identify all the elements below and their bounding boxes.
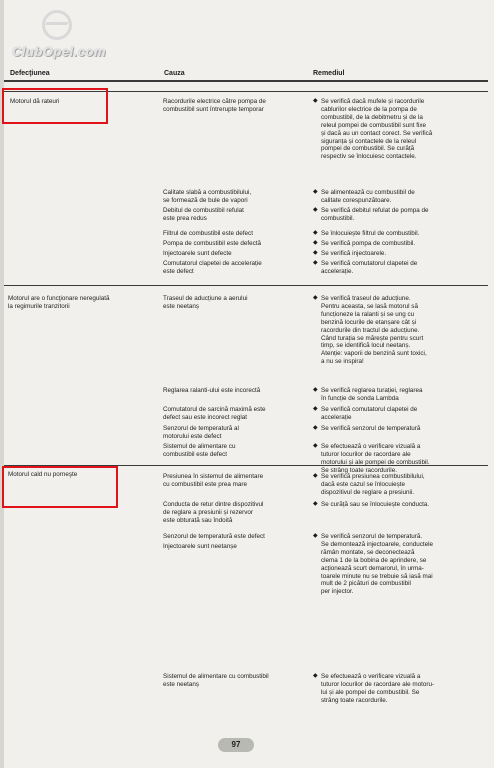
- header-remedy: Remediul: [313, 70, 345, 77]
- remedy-pump: [313, 240, 416, 248]
- remedy-text: Se alimentează cu combustibil de calitate corespunzătoare.: [321, 189, 415, 204]
- cause-fuel-filter: Filtrul de combustibil este defect: [163, 230, 253, 237]
- remedy-leak-visual: [313, 673, 435, 705]
- remedy-text: Se verifică injectoarele.: [321, 250, 387, 257]
- watermark-brand-text: ClubOpel.com: [12, 44, 107, 59]
- bullet-icon: ◆: [313, 189, 318, 195]
- bullet-icon: ◆: [313, 406, 318, 412]
- bullet-icon: ◆: [313, 473, 318, 479]
- cause-low-flow: Debitul de combustibil refulat este prea redus: [163, 207, 244, 222]
- bullet-icon: ◆: [313, 425, 318, 431]
- remedy-pressure: [313, 473, 425, 497]
- cause-return-line: Conducta de retur dintre dispozitivul de reglare a presiunii și rezervor este obturată sau îndoită: [163, 501, 264, 524]
- cause-temp-sensor: Senzorul de temperatură este defect: [163, 533, 265, 540]
- cause-air-intake: Traseul de aducțiune a aerului este neetanș: [163, 295, 248, 310]
- remedy-temp-sensor: [313, 425, 421, 433]
- page-number-badge: 97: [218, 738, 254, 752]
- cause-fuel-system: Sistemul de alimentare cu combustibil este defect: [163, 443, 236, 458]
- remedy-text: Se verifică dacă mufele și racordurile cablurilor electrice de la pompa de combustibil, de la debitmetru și de la releul pompei de combustibil sunt fixe și dacă au un contact corect. Se verifică siguranța și contactele de la releul pompei de combustibil. Se curăță respectiv se înlocuiesc contactele.: [321, 98, 433, 161]
- highlight-box-misfire: [2, 88, 108, 124]
- header-defect: Defecţiunea: [10, 70, 50, 77]
- bullet-icon: ◆: [313, 533, 318, 539]
- bullet-icon: ◆: [313, 443, 318, 449]
- row-rule-2: [4, 285, 488, 286]
- remedy-full-load: [313, 406, 418, 422]
- bullet-icon: ◆: [313, 250, 318, 256]
- remedy-text: Se verifică pompa de combustibil.: [321, 240, 416, 247]
- remedy-text: Se verifică traseul de aducțiune. Pentru aceasta, se lasă motorul să funcționeze la ralanti și se ung cu benzină locurile de etanșare cât și racordurile din tractul de aducțiune. Când turația se mărește pentru scurt timp, se identifică locul neetanș. Atenție: vaporii de benzină sunt toxici, a nu se inspira!: [321, 295, 427, 366]
- cause-fuel-pump: Pompa de combustibil este defectă: [163, 240, 262, 247]
- bullet-icon: ◆: [313, 98, 318, 104]
- cause-poor-fuel: Calitate slabă a combustibilului, se formează de bule de vapori: [163, 189, 252, 204]
- remedy-text: Se verifică senzorul de temperatură. Se demontează injectoarele, conductele rămân montate, se deconectează clema 1 de la bobina de aprindere, se acționează scurt demarorul, în urma- toarele minute nu se trebuie să iasă mai mult de 2 picături de combustibil per injector.: [321, 533, 434, 596]
- bullet-icon: ◆: [313, 501, 318, 507]
- cause-idle-adjust: Reglarea ralanti-ului este incorectă: [163, 387, 261, 394]
- cause-leaking-injectors: Injectoarele sunt neetanșe: [163, 543, 237, 550]
- defect-misfire: Motorul dă rateuri: [10, 98, 60, 105]
- bullet-icon: ◆: [313, 240, 318, 246]
- opel-logo-icon: [42, 10, 72, 40]
- remedy-visual-check: [313, 443, 430, 475]
- remedy-text: Se verifică senzorul de temperatură: [321, 425, 421, 432]
- clubopel-watermark: [8, 8, 118, 64]
- remedy-text: Se verifică comutatorul clapetei de accelerație.: [321, 260, 418, 275]
- remedy-filter: [313, 230, 420, 238]
- header-rule: [4, 80, 488, 82]
- defect-irregular-transient: Motorul are o funcţionare neregulată la regimurile tranzitorii: [8, 295, 110, 310]
- bullet-icon: ◆: [313, 260, 318, 266]
- remedy-text: Se înlocuiește filtrul de combustibil.: [321, 230, 420, 237]
- remedy-injector-leak-test: [313, 533, 434, 596]
- bullet-icon: ◆: [313, 295, 318, 301]
- cause-fuel-system-leak: Sistemul de alimentare cu combustibil este neetanș: [163, 673, 269, 688]
- cause-high-pressure: Presiunea în sistemul de alimentare cu combustibil este prea mare: [163, 473, 264, 488]
- remedy-air-intake: [313, 295, 427, 366]
- remedy-text: Se verifică comutatorul clapetei de accelerație: [321, 406, 418, 421]
- cause-full-load-switch: Comutatorul de sarcină maximă este defect sau este incorect reglat: [163, 406, 266, 421]
- remedy-text: Se verifică presiunea combustibilului, dacă este cazul se înlocuiește dispozitivul de reglare a presiunii.: [321, 473, 425, 496]
- highlight-box-hot-no-start: [2, 466, 118, 508]
- remedy-idle: [313, 387, 423, 403]
- bullet-icon: ◆: [313, 387, 318, 393]
- remedy-fuel-quality: [313, 189, 415, 205]
- cause-throttle-switch: Comutatorul clapetei de accelerație este defect: [163, 260, 262, 275]
- bullet-icon: ◆: [313, 673, 318, 679]
- remedy-return-line: [313, 501, 430, 509]
- remedy-text: Se curăță sau se înlocuiește conducta.: [321, 501, 430, 508]
- remedy-text: Se efectuează o verificare vizuală a tuturor locurilor de racordare ale motoru- lui și ale pompei de combustibil. Se strâng toate racordurile.: [321, 673, 435, 704]
- defect-hot-no-start: Motorul cald nu porneşte: [8, 471, 78, 478]
- opel-bolt-icon: [45, 22, 69, 25]
- remedy-text: Se verifică reglarea turației, reglarea în funcție de sonda Lambda: [321, 387, 423, 402]
- cause-electrical-connections: Racordurile electrice către pompa de combustibil sunt întrerupte temporar: [163, 98, 266, 113]
- remedy-text: Se efectuează o verificare vizuală a tuturor locurilor de racordare ale motorului și ale pompei de combustibil. Se strâng toate racordurile.: [321, 443, 430, 474]
- remedy-injectors: [313, 250, 387, 258]
- cause-injectors: Injectoarele sunt defecte: [163, 250, 232, 257]
- header-cause: Cauza: [164, 70, 185, 77]
- cause-engine-temp-sensor: Senzorul de temperatură al motorului este defect: [163, 425, 239, 440]
- remedy-throttle: [313, 260, 418, 276]
- remedy-flow-check: [313, 207, 429, 223]
- remedy-text: Se verifică debitul refulat de pompa de combustibil.: [321, 207, 429, 222]
- bullet-icon: ◆: [313, 230, 318, 236]
- remedy-electrical: [313, 98, 433, 161]
- bullet-icon: ◆: [313, 207, 318, 213]
